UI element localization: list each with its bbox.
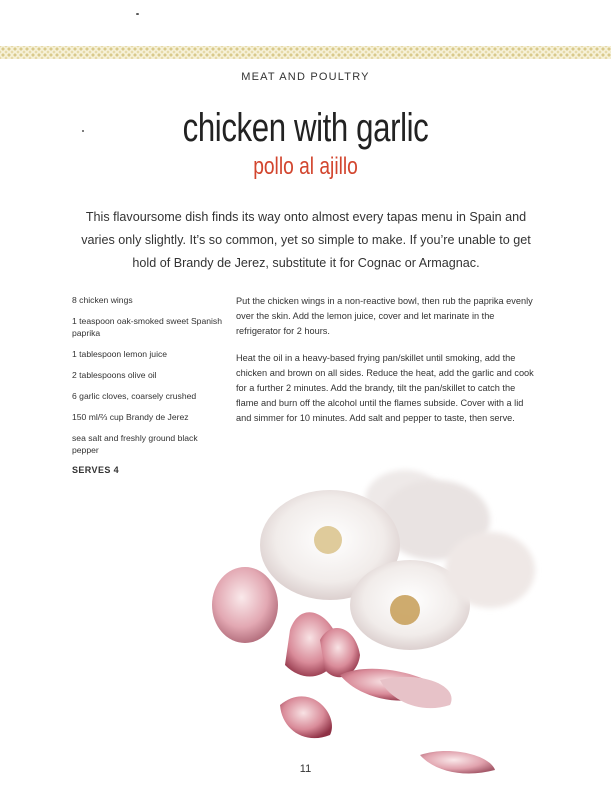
section-label: MEAT AND POULTRY [241, 71, 370, 83]
recipe-title: chicken with garlic [182, 106, 429, 150]
ingredient-item: 8 chicken wings [72, 295, 133, 305]
method-text [236, 294, 536, 438]
ingredient-item: 150 ml/⅔ cup Brandy de Jerez [72, 412, 189, 422]
method-step: Heat the oil in a heavy-based frying pan/skillet until smoking, add the chicken and brown on all sides. Reduce the heat, add the garlic and cook for a further 2 minutes. Add the brandy, tilt the pan/skillet to catch the flame and burn off the alcohol until the flames subside. Cover with a lid and simmer for 10 minutes. Add salt and pepper to taste, then serve. [236, 353, 534, 423]
ingredient-item: sea salt and freshly ground black pepper [72, 433, 198, 455]
ingredient-item: 1 tablespoon lemon juice [72, 349, 168, 359]
garlic-photo [190, 460, 611, 790]
serves-label: SERVES 4 [72, 465, 120, 475]
decorative-border [0, 46, 611, 59]
ingredients-list [72, 294, 222, 465]
scan-speck [136, 13, 139, 15]
method-step: Put the chicken wings in a non-reactive bowl, then rub the paprika evenly over the skin. Add the lemon juice, cover and let marinate in the refrigerator for 2 hours. [236, 296, 533, 336]
ingredient-item: 6 garlic cloves, coarsely crushed [72, 391, 197, 401]
ingredient-item: 1 teaspoon oak-smoked sweet Spanish paprika [72, 316, 223, 338]
ingredient-item: 2 tablespoons olive oil [72, 370, 157, 380]
intro-paragraph: This flavoursome dish finds its way onto almost every tapas menu in Spain and varies only slightly. It’s so common, yet so simple to make. If you’re unable to get hold of Brandy de Jerez, substitute it for Cognac or Armagnac. [81, 210, 531, 270]
page-number: 11 [299, 763, 312, 775]
recipe-subtitle: pollo al ajillo [253, 153, 358, 180]
